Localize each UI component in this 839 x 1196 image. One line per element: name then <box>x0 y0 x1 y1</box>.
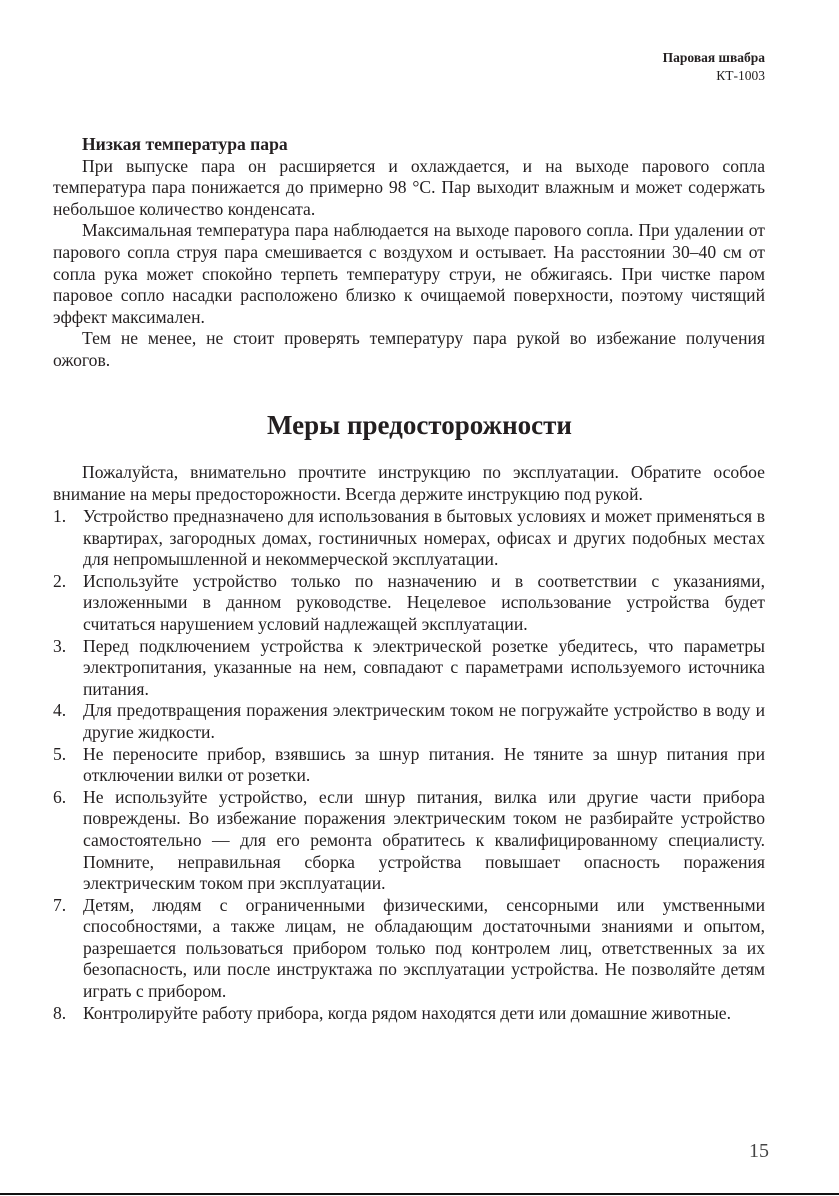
page-bottom-edge <box>0 1193 839 1195</box>
list-item <box>53 636 765 701</box>
paragraph: Тем не менее, не стоит проверять температуру пара рукой во избежание получения ожогов. <box>53 328 765 370</box>
list-item-text: Для предотвращения поражения электрическим током не погружайте устройство в воду и другие жидкости. <box>83 700 765 742</box>
header-model-number: КТ-1003 <box>716 68 765 83</box>
list-number: 8. <box>53 1002 67 1023</box>
list-number: 5. <box>53 743 67 764</box>
paragraph: Максимальная температура пара наблюдается на выходе парового сопла. При удалении от парового сопла струя пара смешивается с воздухом и остывает. На расстоянии 30–40 см от сопла рука может спокойно терпеть температуру струи, не обжигаясь. При чистке паром паровое сопло насадки расположено близко к очищаемой поверхности, поэтому чистящий эффект максимален. <box>53 220 765 327</box>
header-product-title: Паровая швабра <box>662 50 765 65</box>
steam-temperature-section <box>53 134 765 372</box>
list-number: 7. <box>53 894 67 915</box>
paragraph: При выпуске пара он расширяется и охлаждается, и на выходе парового сопла температура пара понижается до примерно 98 °С. Пар выходит влажным и может содержать небольшое количество конденсата. <box>53 155 765 219</box>
list-number: 4. <box>53 700 67 721</box>
list-number: 6. <box>53 786 67 807</box>
list-item-text: Не используйте устройство, если шнур питания, вилка или другие части прибора повреждены. Во избежание поражения электрическим током не разбирайте устройство самостоятельно — для его ремонта обратитесь к квалифицированному специалисту. Помните, неправильная сборка устройства повышает опасность поражения электрическим током при эксплуатации. <box>83 786 765 894</box>
list-item-text: Перед подключением устройства к электрической розетке убедитесь, что параметры электропитания, указанные на нем, совпадают с параметрами используемого источника питания. <box>83 635 765 699</box>
list-item <box>53 700 765 743</box>
list-number: 2. <box>53 570 67 591</box>
page-number: 15 <box>749 1140 769 1162</box>
list-item <box>53 506 765 571</box>
list-item <box>53 787 765 895</box>
precautions-intro <box>53 462 765 505</box>
running-header <box>663 49 765 85</box>
paragraph: Пожалуйста, внимательно прочтите инструкцию по эксплуатации. Обратите особое внимание на меры предосторожности. Всегда держите инструкцию под рукой. <box>53 462 765 504</box>
section-title: Меры предосторожности <box>267 410 572 440</box>
list-item <box>53 744 765 787</box>
section-subheading: Низкая температура пара <box>82 134 288 154</box>
list-item-text: Используйте устройство только по назначению и в соответствии с указаниями, изложенными в данном руководстве. Нецелевое использование устройства будет считаться нарушением условий надлежащей эксплуатации. <box>83 570 765 634</box>
list-number: 3. <box>53 635 67 656</box>
list-item-text: Устройство предназначено для использования в бытовых условиях и может применяться в квартирах, загородных домах, гостиничных номерах, офисах и других подобных местах для непромышленной и некоммерческой эксплуатации. <box>83 506 765 570</box>
precautions-list <box>53 506 765 1024</box>
list-item-text: Детям, людям с ограниченными физическими, сенсорными или умственными способностями, а также лицам, не обладающим достаточными знаниями и опытом, разрешается пользоваться прибором только под контролем лиц, ответственных за их безопасность, или после инструктажа по эксплуатации устройства. Не позволяйте детям играть с прибором. <box>83 894 765 1002</box>
list-item <box>53 895 765 1003</box>
list-item-text: Не переносите прибор, взявшись за шнур питания. Не тяните за шнур питания при отключении вилки от розетки. <box>83 743 765 786</box>
list-item-text: Контролируйте работу прибора, когда рядом находятся дети или домашние животные. <box>83 1002 731 1023</box>
list-number: 1. <box>53 506 67 526</box>
list-item <box>53 1003 765 1025</box>
list-item <box>53 571 765 636</box>
